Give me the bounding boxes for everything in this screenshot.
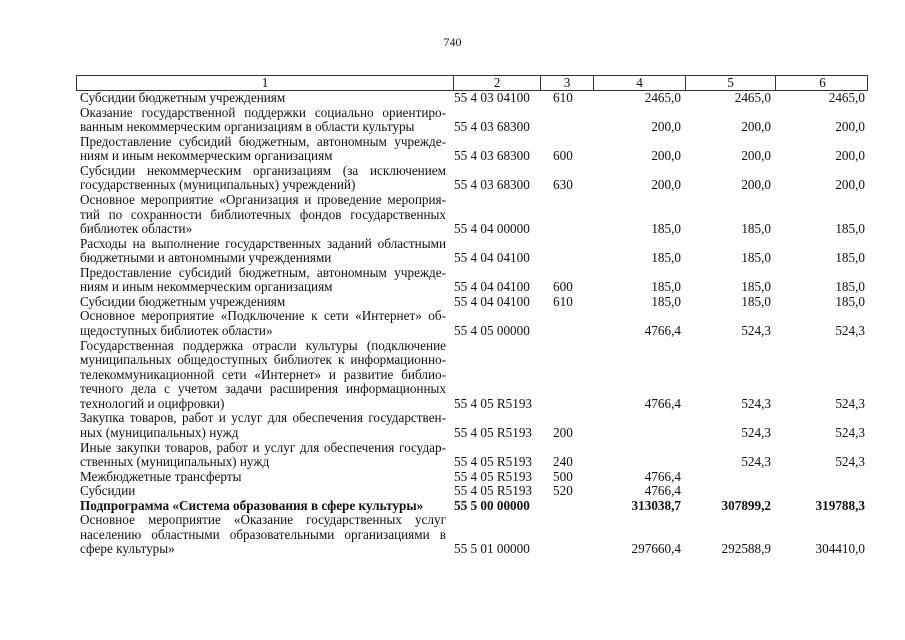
budget-code: 55 4 05 R5193 bbox=[454, 424, 533, 440]
expense-type-code: 520 bbox=[553, 483, 573, 499]
table-row bbox=[76, 91, 868, 106]
row-description bbox=[76, 411, 452, 440]
budget-code: 55 4 03 68300 bbox=[454, 148, 530, 164]
description-line: государственных (муниципальных) учреждений) bbox=[80, 177, 356, 193]
value-col-4: 4766,4 bbox=[644, 323, 681, 338]
expense-type-code: 240 bbox=[553, 454, 573, 470]
value-col-6: 200,0 bbox=[835, 177, 865, 193]
budget-code: 55 4 03 68300 bbox=[454, 119, 530, 135]
row-description bbox=[76, 484, 452, 499]
row-description bbox=[76, 266, 452, 295]
header-col-5: 5 bbox=[685, 76, 775, 90]
row-description bbox=[76, 91, 452, 106]
expense-type-code: 630 bbox=[553, 177, 573, 193]
budget-code: 55 4 03 04100 bbox=[454, 90, 530, 105]
value-col-5: 185,0 bbox=[741, 250, 771, 266]
table-row bbox=[76, 135, 868, 164]
row-description bbox=[76, 441, 452, 470]
budget-code: 55 4 04 00000 bbox=[454, 221, 530, 237]
table-row bbox=[76, 106, 868, 135]
value-col-6: 524,3 bbox=[835, 323, 865, 338]
value-col-4: 185,0 bbox=[651, 221, 681, 237]
value-col-5: 200,0 bbox=[741, 119, 771, 135]
table-row bbox=[76, 513, 868, 557]
description-line: Расходы на выполнение государственных заданий областными bbox=[80, 235, 446, 251]
description-line: Иные закупки товаров, работ и услуг для обеспечения государ- bbox=[80, 439, 446, 455]
expense-type-code: 600 bbox=[553, 148, 573, 164]
table-row bbox=[76, 499, 868, 514]
row-description bbox=[76, 339, 452, 412]
description-line: ственных (муниципальных) нужд bbox=[80, 454, 270, 470]
value-col-6: 200,0 bbox=[835, 148, 865, 164]
table-body bbox=[76, 91, 868, 557]
budget-code: 55 4 04 04100 bbox=[454, 250, 530, 266]
description-line: технологий и оцифровки) bbox=[80, 395, 225, 411]
budget-code: 55 4 04 04100 bbox=[454, 293, 530, 309]
value-col-4: 200,0 bbox=[651, 177, 681, 193]
budget-code: 55 4 05 R5193 bbox=[454, 468, 533, 484]
table-row bbox=[76, 339, 868, 412]
value-col-4: 185,0 bbox=[651, 279, 681, 295]
table-row bbox=[76, 309, 868, 338]
budget-code: 55 5 00 00000 bbox=[454, 497, 530, 513]
header-col-1: 1 bbox=[261, 75, 269, 90]
header-col-2: 2 bbox=[453, 76, 540, 90]
value-col-6: 185,0 bbox=[835, 221, 865, 237]
value-col-4: 185,0 bbox=[651, 250, 681, 266]
value-col-6: 200,0 bbox=[835, 119, 865, 135]
description-line: Субсидии некоммерческим организациям (за исключением bbox=[80, 162, 446, 178]
value-col-5: 185,0 bbox=[741, 279, 771, 295]
value-col-5: 200,0 bbox=[741, 177, 771, 193]
value-col-5: 524,3 bbox=[741, 323, 771, 338]
budget-code: 55 4 05 R5193 bbox=[454, 395, 533, 411]
row-description bbox=[76, 135, 452, 164]
value-col-6: 185,0 bbox=[835, 250, 865, 266]
value-col-4: 200,0 bbox=[651, 119, 681, 135]
description-line: ных (муниципальных) нужд bbox=[80, 424, 239, 440]
description-line: Основное мероприятие «Оказание государственных услуг bbox=[80, 512, 446, 528]
value-col-6: 319788,3 bbox=[815, 497, 865, 513]
description-line: населению областными образовательными организациями в bbox=[80, 526, 446, 542]
value-col-5: 200,0 bbox=[741, 148, 771, 164]
expense-type-code: 200 bbox=[553, 424, 573, 440]
value-col-4: 297660,4 bbox=[631, 541, 681, 557]
value-col-4: 4766,4 bbox=[644, 395, 681, 411]
description-line: Межбюджетные трансферты bbox=[80, 468, 242, 484]
header-col-4: 4 bbox=[593, 76, 685, 90]
description-line: Предоставление субсидий бюджетным, автономным учрежде- bbox=[80, 133, 446, 149]
value-col-6: 185,0 bbox=[835, 279, 865, 295]
expense-type-code: 600 bbox=[553, 279, 573, 295]
value-col-5: 524,3 bbox=[741, 395, 771, 411]
budget-code: 55 4 04 04100 bbox=[454, 279, 530, 295]
description-line: щедоступных библиотек области» bbox=[80, 323, 273, 338]
header-col-3: 3 bbox=[540, 76, 593, 90]
value-col-6: 185,0 bbox=[835, 293, 865, 309]
row-description bbox=[76, 193, 452, 237]
table-row bbox=[76, 470, 868, 485]
budget-code: 55 4 03 68300 bbox=[454, 177, 530, 193]
value-col-4: 313038,7 bbox=[631, 497, 681, 513]
value-col-6: 2465,0 bbox=[828, 90, 865, 105]
value-col-6: 524,3 bbox=[835, 454, 865, 470]
value-col-4: 185,0 bbox=[651, 293, 681, 309]
value-col-4: 2465,0 bbox=[644, 90, 681, 105]
description-line: Субсидии бюджетным учреждениям bbox=[80, 90, 286, 105]
description-line: муниципальных общедоступных библиотек к информационно- bbox=[80, 352, 446, 368]
row-description bbox=[76, 164, 452, 193]
description-line: Оказание государственной поддержки социально ориентиро- bbox=[80, 104, 446, 120]
value-col-5: 185,0 bbox=[741, 293, 771, 309]
value-col-6: 304410,0 bbox=[815, 541, 865, 557]
budget-code: 55 5 01 00000 bbox=[454, 541, 530, 557]
table-row bbox=[76, 411, 868, 440]
description-line: Основное мероприятие «Организация и проведение мероприя- bbox=[80, 191, 446, 207]
table-row bbox=[76, 441, 868, 470]
description-line: библиотек области» bbox=[80, 221, 193, 237]
value-col-6: 524,3 bbox=[835, 424, 865, 440]
row-description bbox=[76, 237, 452, 266]
value-col-5: 307899,2 bbox=[721, 497, 771, 513]
table-row bbox=[76, 266, 868, 295]
value-col-4: 200,0 bbox=[651, 148, 681, 164]
description-line: ниям и иным некоммерческим организациям bbox=[80, 148, 333, 164]
budget-code: 55 4 05 R5193 bbox=[454, 483, 533, 499]
description-line: Субсидии bbox=[80, 483, 136, 499]
table-row bbox=[76, 193, 868, 237]
description-line: Закупка товаров, работ и услуг для обеспечения государствен- bbox=[80, 410, 446, 426]
page-number: 740 bbox=[443, 35, 462, 49]
expense-type-code: 610 bbox=[553, 90, 573, 105]
budget-code: 55 4 05 R5193 bbox=[454, 454, 533, 470]
expense-type-code: 610 bbox=[553, 293, 573, 309]
row-description bbox=[76, 470, 452, 485]
description-line: Государственная поддержка отрасли культуры (подключение bbox=[80, 337, 446, 353]
value-col-5: 292588,9 bbox=[721, 541, 771, 557]
budget-table bbox=[76, 75, 868, 557]
budget-code: 55 4 05 00000 bbox=[454, 323, 530, 338]
description-line: телекоммуникационной сети «Интернет» и развитие библио- bbox=[80, 366, 446, 382]
description-line: Подпрограмма «Система образования в сфере культуры» bbox=[80, 497, 424, 513]
description-line: тий по сохранности библиотечных фондов государственных bbox=[80, 206, 446, 222]
table-row bbox=[76, 164, 868, 193]
description-line: сфере культуры» bbox=[80, 541, 175, 557]
table-row bbox=[76, 295, 868, 310]
row-description bbox=[76, 309, 452, 338]
table-row bbox=[76, 484, 868, 499]
table-row bbox=[76, 237, 868, 266]
row-description bbox=[76, 513, 452, 557]
description-line: бюджетными и автономными учреждениями bbox=[80, 250, 332, 266]
value-col-5: 524,3 bbox=[741, 454, 771, 470]
description-line: ванным некоммерческим организациям в области культуры bbox=[80, 119, 415, 135]
row-description bbox=[76, 499, 452, 514]
value-col-5: 185,0 bbox=[741, 221, 771, 237]
value-col-5: 524,3 bbox=[741, 424, 771, 440]
value-col-6: 524,3 bbox=[835, 395, 865, 411]
expense-type-code: 500 bbox=[553, 468, 573, 484]
header-col-6: 6 bbox=[775, 76, 869, 90]
value-col-5: 2465,0 bbox=[734, 90, 771, 105]
value-col-4: 4766,4 bbox=[644, 468, 681, 484]
value-col-4: 4766,4 bbox=[644, 483, 681, 499]
description-line: Предоставление субсидий бюджетным, автономным учрежде- bbox=[80, 264, 446, 280]
row-description bbox=[76, 106, 452, 135]
table-header bbox=[76, 75, 868, 91]
row-description bbox=[76, 295, 452, 310]
description-line: течного дела с учетом задачи расширения информационных bbox=[80, 381, 446, 397]
description-line: ниям и иным некоммерческим организациям bbox=[80, 279, 333, 295]
description-line: Субсидии бюджетным учреждениям bbox=[80, 293, 286, 309]
description-line: Основное мероприятие «Подключение к сети «Интернет» об- bbox=[80, 308, 446, 324]
